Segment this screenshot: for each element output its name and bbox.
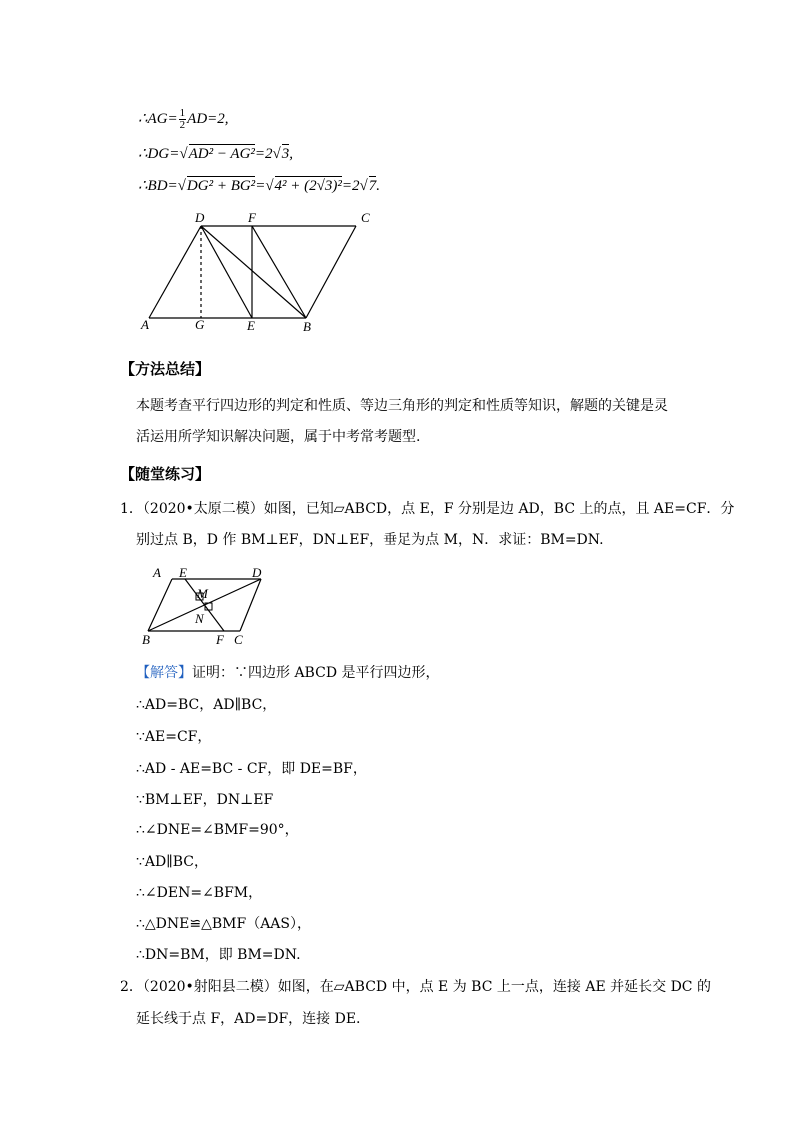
label-D: D <box>252 565 262 580</box>
fraction-denominator: 2 <box>179 119 186 131</box>
label-C: C <box>234 632 243 647</box>
answer-line: ∵AE=CF， <box>136 729 212 745</box>
calc-text: . <box>376 178 380 194</box>
calc-line-3: ∴BD=√DG² + BG²=√4² + (2√3)²=2√7. <box>138 178 380 194</box>
answer-line: ∴∠DNE=∠BMF=90°， <box>136 822 299 838</box>
sqrt-radicand: 3 <box>281 146 290 162</box>
answer-line: ∴DN=BM，即 BM=DN. <box>136 947 301 963</box>
fraction-numerator: 1 <box>179 107 186 119</box>
label-B: B <box>142 632 150 647</box>
label-E: E <box>179 565 187 580</box>
sqrt-radicand: DG² + BG² <box>186 178 256 194</box>
label-E: E <box>247 318 255 333</box>
label-A: A <box>153 565 161 580</box>
segment-AB <box>148 579 172 631</box>
calc-text: = <box>255 178 266 194</box>
sqrt-radicand: 4² + (2√3)² <box>274 178 342 194</box>
calc-text: =2 <box>341 178 360 194</box>
calc-text: ∴AG= <box>138 110 178 127</box>
label-M: M <box>197 586 208 601</box>
label-N: N <box>195 611 204 626</box>
label-D: D <box>195 210 205 225</box>
label-C: C <box>361 210 370 225</box>
practice-heading: 【随堂练习】 <box>120 465 211 483</box>
question-1-line-1: 1．（2020•太原二模）如图，已知▱ABCD，点 E，F 分别是边 AD，BC 上的点，且 AE=CF．分 <box>120 501 735 517</box>
label-F: F <box>248 210 256 225</box>
label-A: A <box>141 317 149 332</box>
sqrt-radicand: AD² − AG² <box>188 146 255 162</box>
calc-text: AD=2, <box>187 110 229 127</box>
calc-text: ∴BD= <box>138 178 178 194</box>
answer-line: ∵AD∥BC， <box>136 854 208 870</box>
answer-line-0 <box>136 663 440 683</box>
answer-line: ∴∠DEN=∠BFM， <box>136 885 263 901</box>
calc-text: =2 <box>254 146 273 162</box>
calc-text: , <box>289 146 294 162</box>
method-text-line-1: 本题考查平行四边形的判定和性质、等边三角形的判定和性质等知识，解题的关键是灵 <box>136 398 668 414</box>
question-2-line-2: 延长线于点 F，AD=DF，连接 DE. <box>136 1011 361 1027</box>
method-heading: 【方法总结】 <box>120 360 211 378</box>
answer-line: ∴△DNE≌△BMF（AAS）， <box>136 916 312 932</box>
label-G: G <box>195 317 205 332</box>
answer-tag: 【解答】 <box>136 665 192 681</box>
calc-line-2: ∴DG=√AD² − AG²=2√3, <box>138 146 294 162</box>
calc-text: ∴DG= <box>138 146 180 162</box>
question-1-line-2: 别过点 B，D 作 BM⊥EF，DN⊥EF，垂足为点 M，N．求证：BM=DN. <box>136 532 604 548</box>
method-text-line-2: 活运用所学知识解决问题，属于中考常考题型. <box>136 429 421 445</box>
label-F: F <box>216 632 224 647</box>
answer-intro: 证明：∵四边形 ABCD 是平行四边形， <box>192 665 440 681</box>
answer-line: ∵BM⊥EF，DN⊥EF <box>136 792 274 808</box>
answer-line: ∴AD=BC，AD∥BC， <box>136 697 277 713</box>
label-B: B <box>303 319 311 334</box>
question-2-line-1: 2．（2020•射阳县二模）如图，在▱ABCD 中，点 E 为 BC 上一点，连接 AE 并延长交 DC 的 <box>120 979 711 995</box>
answer-line: ∴AD - AE=BC - CF，即 DE=BF， <box>136 761 367 777</box>
sqrt-radicand: 7 <box>368 178 377 194</box>
